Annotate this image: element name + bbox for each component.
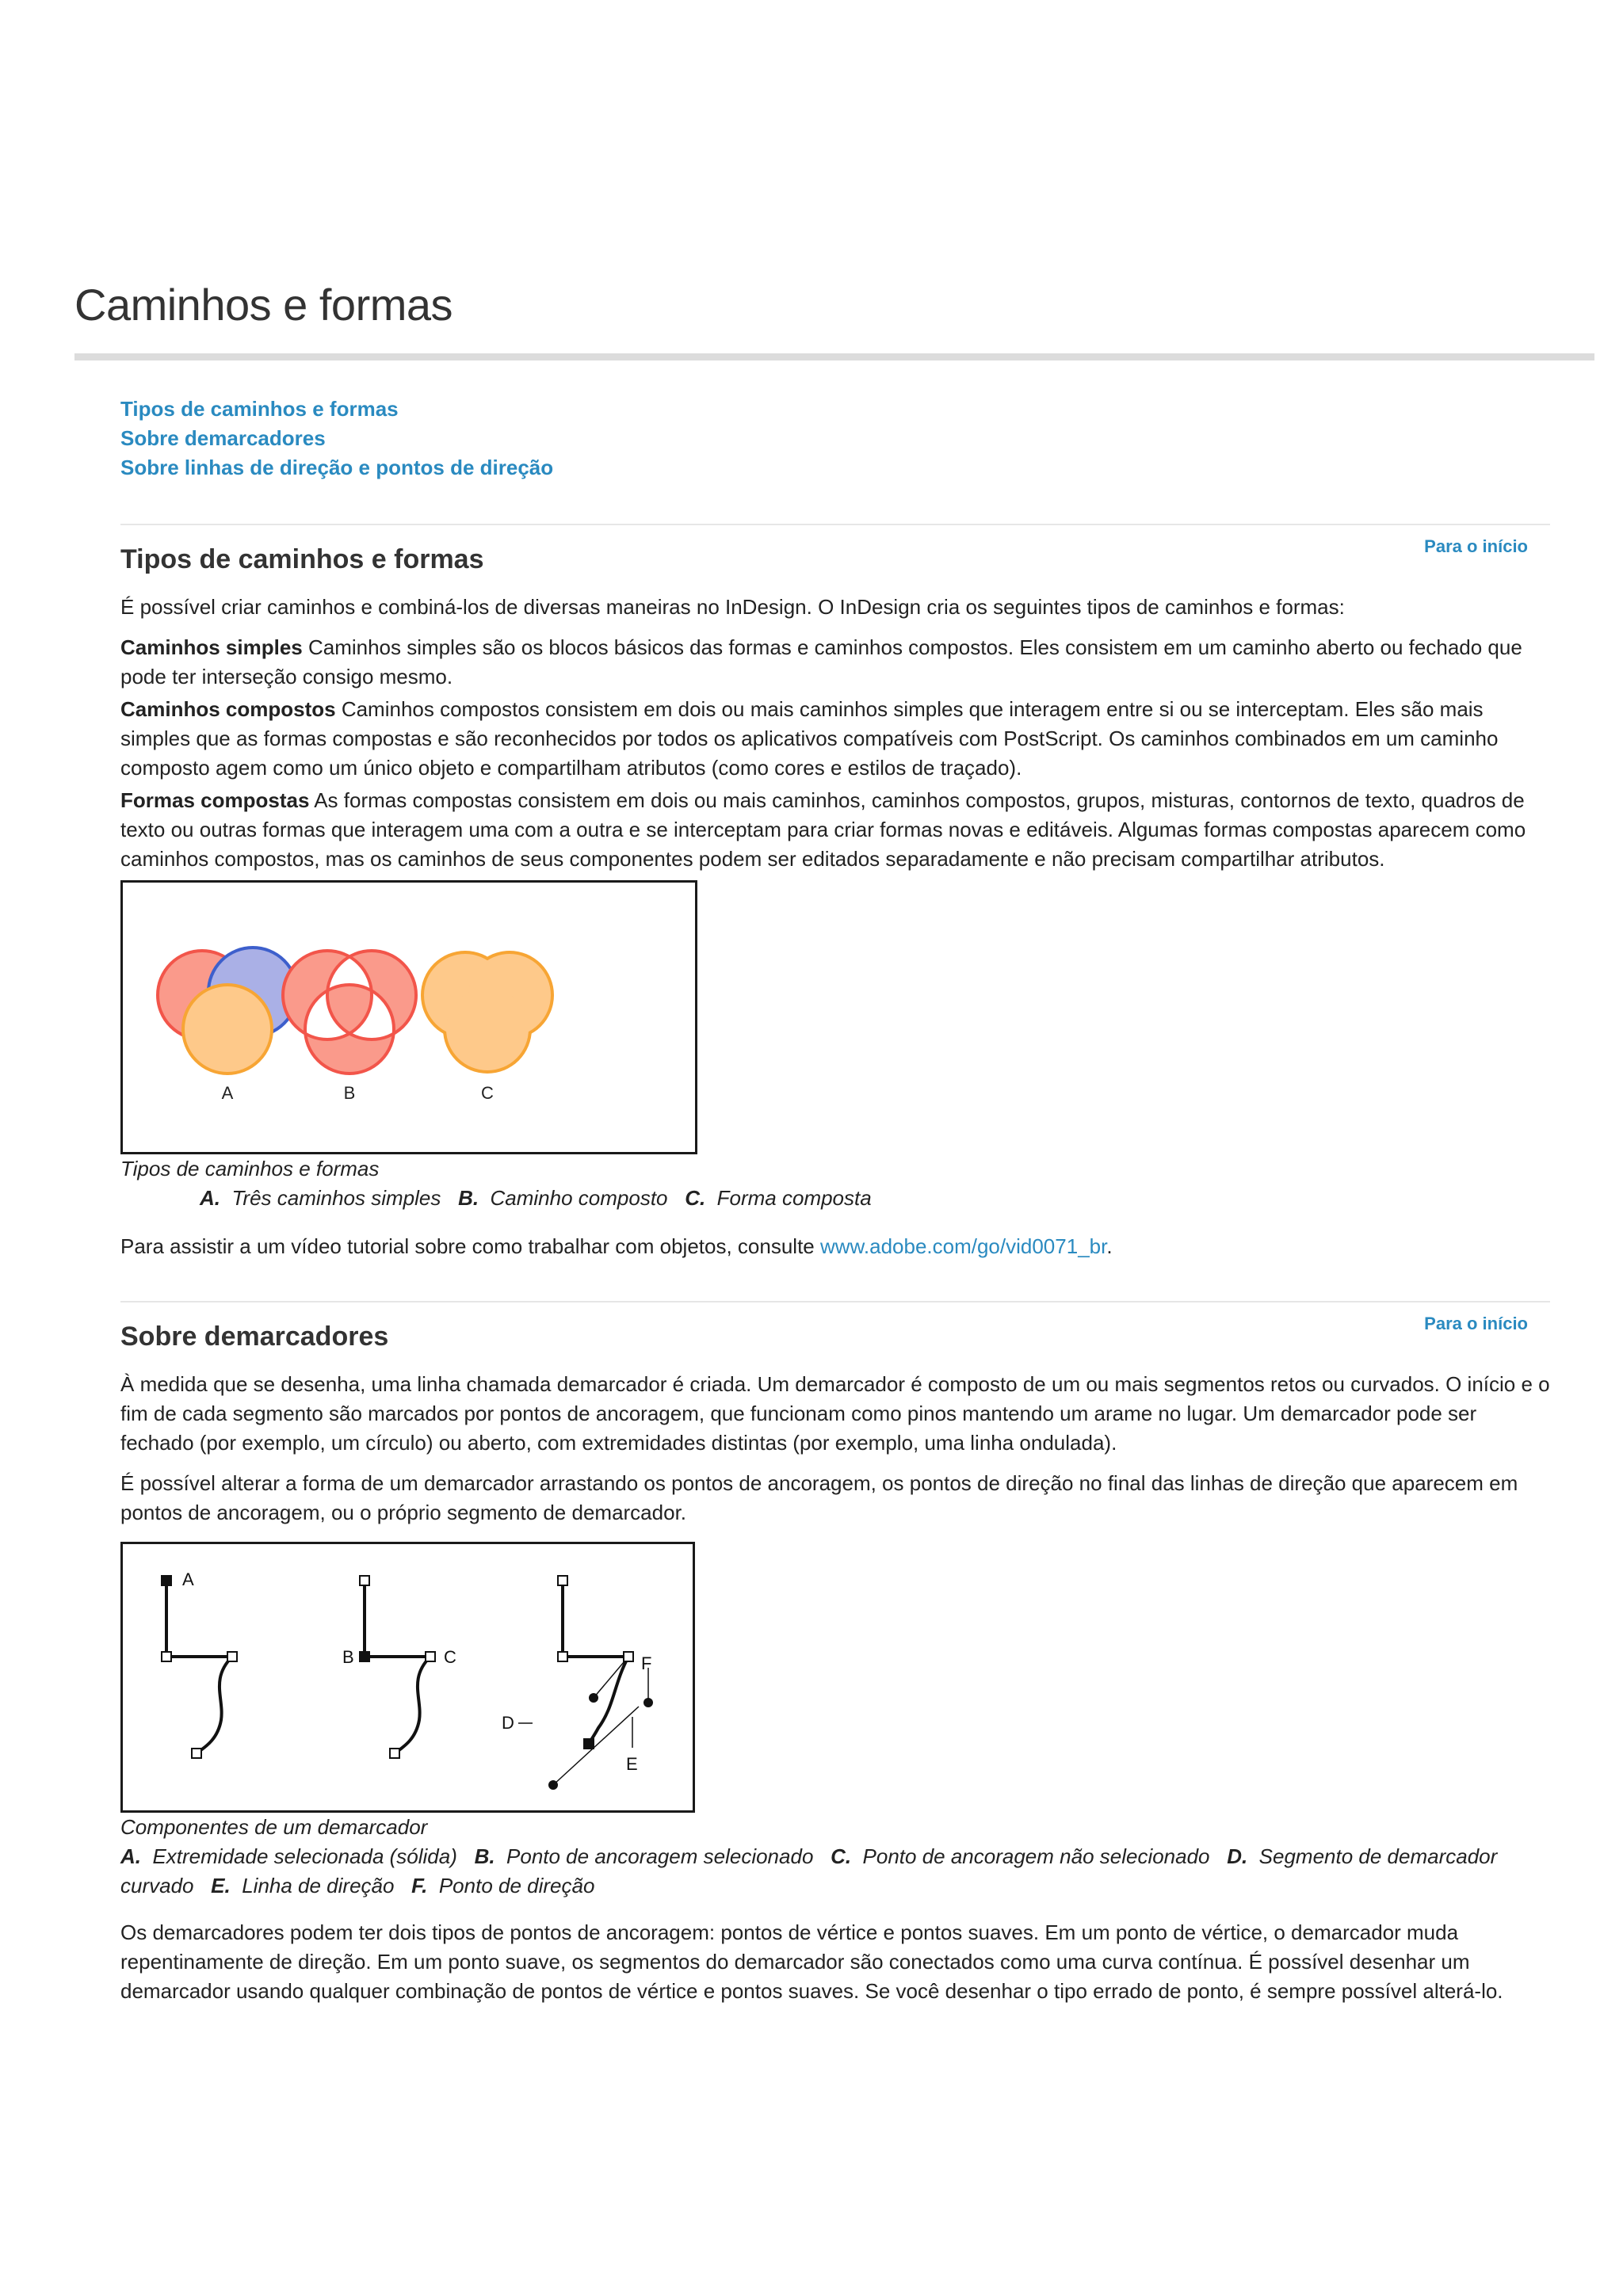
section-intro: É possível criar caminhos e combiná-los de diversas maneiras no InDesign. O InDesign cria os seguintes tipos de caminhos e formas: [120, 595, 1345, 619]
anchor-point [390, 1749, 399, 1758]
title-divider [74, 353, 1594, 360]
caption-text: Ponto de direção [438, 1874, 595, 1897]
path-1-curve [197, 1657, 232, 1753]
anchor-point-a [162, 1576, 171, 1585]
caption-key: C. [831, 1844, 852, 1868]
component-label-b: B [342, 1647, 354, 1667]
table-of-contents [120, 395, 1550, 482]
video-paragraph [120, 1232, 1550, 1261]
figure-label-a: A [221, 1083, 234, 1103]
video-text: Para assistir a um vídeo tutorial sobre como trabalhar com objetos, consulte [120, 1234, 820, 1258]
caption-key: B. [474, 1844, 495, 1868]
path-3-straight [563, 1581, 628, 1657]
caption-key: A. [200, 1186, 220, 1210]
caption-key: F. [411, 1874, 428, 1897]
caption-text: Forma composta [716, 1186, 872, 1210]
definition-item [120, 633, 1550, 692]
anchor-point [360, 1576, 369, 1585]
toc-link-tipos[interactable]: Tipos de caminhos e formas [120, 397, 399, 421]
caption-key: D. [1227, 1844, 1248, 1868]
component-label-a: A [182, 1569, 194, 1589]
anchor-point [558, 1652, 567, 1661]
component-label-e: E [626, 1754, 638, 1774]
figure-label-c: C [481, 1083, 494, 1103]
paragraph: É possível alterar a forma de um demarcador arrastando os pontos de ancoragem, os pontos de direção no final das linhas de direção que aparecem em pontos de ancoragem, ou o próprio segmento de demarcador. [120, 1471, 1518, 1524]
caption-text: Linha de direção [242, 1874, 395, 1897]
definition-item [120, 786, 1550, 874]
figure-caption: Componentes de um demarcador [120, 1815, 428, 1839]
video-text-end: . [1106, 1234, 1113, 1258]
definition-list [120, 633, 1550, 874]
definition-term: Formas compostas [120, 788, 310, 812]
path-1-straight [166, 1581, 232, 1657]
definition-text: Caminhos compostos consistem em dois ou mais caminhos simples que interagem entre si ou se interceptam. Eles são mais simples que as formas compostas e são reconhecidos por todos os aplicativos compatíveis com PostScript. Os caminhos combinados em um caminho composto agem como um único objeto e compartilham atributos (como cores e estilos de traçado). [120, 697, 1499, 780]
figure-caption-items [120, 1184, 1550, 1213]
anchor-point [162, 1652, 171, 1661]
anchor-point-b [360, 1652, 369, 1661]
component-label-d: D [502, 1713, 514, 1733]
caption-key: B. [458, 1186, 479, 1210]
figure-path-types [120, 880, 697, 1154]
definition-text: As formas compostas consistem em dois ou mais caminhos, caminhos compostos, grupos, misturas, contornos de texto, quadros de texto ou outras formas que interagem uma com a outra e se interceptam para criar formas novas e editáveis. Algumas formas compostas aparecem como caminhos compostos, mas os caminhos de seus componentes podem ser editados separadamente e não precisam compartilhar atributos. [120, 788, 1526, 871]
paragraph: Os demarcadores podem ter dois tipos de pontos de ancoragem: pontos de vértice e pontos suaves. Em um ponto de vértice, o demarcador muda repentinamente de direção. Em um ponto suave, os segmentos do demarcador são conectados como uma curva contínua. É possível desenhar um demarcador usando qualquer combinação de pontos de vértice e pontos suaves. Se você desenhar o tipo errado de ponto, é sempre possível alterá-lo. [120, 1920, 1503, 2003]
caption-key: C. [685, 1186, 706, 1210]
section-heading: Tipos de caminhos e formas [120, 544, 484, 574]
anchor-point [192, 1749, 201, 1758]
page-title: Caminhos e formas [74, 280, 453, 330]
toc-link-linhas-direcao[interactable]: Sobre linhas de direção e pontos de direção [120, 456, 554, 479]
definition-term: Caminhos compostos [120, 697, 336, 721]
main-content [120, 395, 1550, 2006]
figure-path-components-illustration [123, 1544, 693, 1810]
compound-shape-union [421, 951, 554, 1074]
figure-label-b: B [343, 1083, 356, 1103]
definition-text: Caminhos simples são os blocos básicos das formas e caminhos compostos. Eles consistem em um caminho aberto ou fechado que pode ter interseção consigo mesmo. [120, 635, 1522, 688]
back-to-top-link[interactable]: Para o início [1424, 536, 1528, 556]
section-tipos-caminhos [120, 524, 1550, 1261]
anchor-point [624, 1652, 633, 1661]
figure-path-types-illustration [123, 883, 695, 1152]
paragraph: À medida que se desenha, uma linha chamada demarcador é criada. Um demarcador é composto de um ou mais segmentos retos ou curvados. O início e o fim de cada segmento são marcados por pontos de ancoragem, que funcionam como pinos mantendo um arame no lugar. Um demarcador pode ser fechado (por exemplo, um círculo) ou aberto, com extremidades distintas (por exemplo, uma linha ondulada). [120, 1372, 1550, 1455]
anchor-point [227, 1652, 237, 1661]
circle-orange [183, 985, 272, 1074]
anchor-point-c [426, 1652, 435, 1661]
definition-term: Caminhos simples [120, 635, 303, 659]
component-label-f: F [641, 1653, 652, 1673]
toc-link-demarcadores[interactable]: Sobre demarcadores [120, 426, 326, 450]
caption-text: Ponto de ancoragem não selecionado [862, 1844, 1210, 1868]
caption-text: Ponto de ancoragem selecionado [506, 1844, 814, 1868]
section-heading: Sobre demarcadores [120, 1322, 389, 1352]
video-link[interactable]: www.adobe.com/go/vid0071_br [819, 1234, 1107, 1258]
caption-text: Extremidade selecionada (sólida) [152, 1844, 457, 1868]
definition-item [120, 695, 1550, 783]
figure-caption: Tipos de caminhos e formas [120, 1157, 380, 1180]
figure-caption-items [120, 1842, 1550, 1901]
caption-text: Três caminhos simples [231, 1186, 441, 1210]
caption-key: A. [120, 1844, 141, 1868]
caption-key: E. [211, 1874, 231, 1897]
path-2-curve [395, 1657, 430, 1753]
compound-path [283, 951, 416, 1074]
anchor-point [558, 1576, 567, 1585]
caption-text: Caminho composto [490, 1186, 668, 1210]
caption-text: Segmento de demarcador curvado [120, 1844, 1498, 1897]
path-2-straight [365, 1581, 430, 1657]
back-to-top-link[interactable]: Para o início [1424, 1314, 1528, 1333]
component-label-c: C [444, 1647, 456, 1667]
anchor-point-selected [584, 1739, 594, 1749]
section-demarcadores [120, 1301, 1550, 2006]
figure-path-components [120, 1542, 695, 1813]
